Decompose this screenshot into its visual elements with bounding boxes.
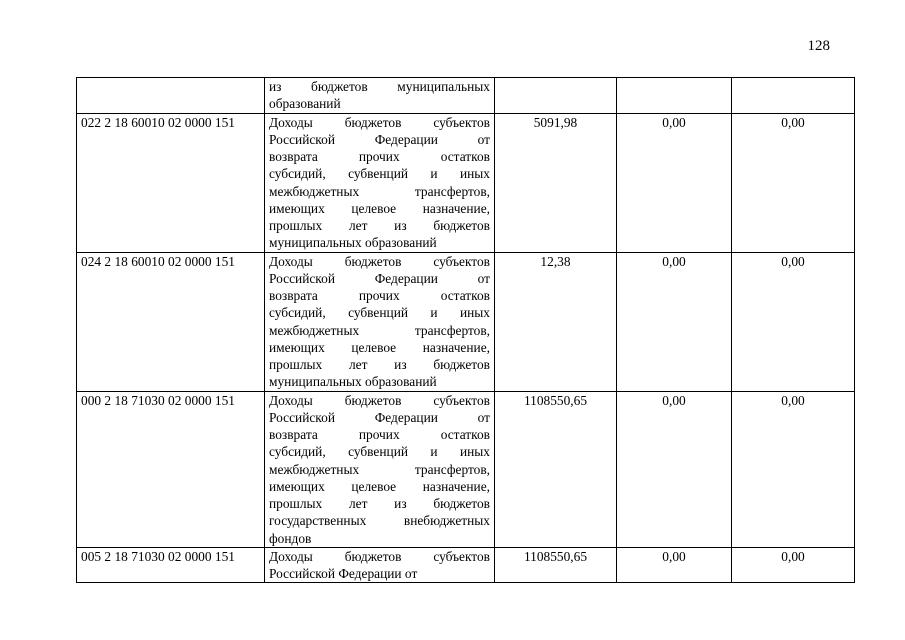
- description-line: межбюджетных трансфертов,: [269, 322, 490, 338]
- description-line: Доходы бюджетов субъектов: [269, 392, 490, 408]
- description-line: субсидий, субвенций и иных: [269, 166, 490, 182]
- page-number: 128: [807, 38, 830, 54]
- classification-code-cell: 022 2 18 60010 02 0000 151: [77, 113, 265, 252]
- classification-code-cell: 000 2 18 71030 02 0000 151: [77, 391, 265, 547]
- description-line: межбюджетных трансфертов,: [269, 461, 490, 477]
- budget-table: [76, 77, 855, 583]
- table-row: [77, 78, 855, 114]
- table-row: [77, 391, 855, 547]
- description-line: муниципальных образований: [269, 374, 437, 390]
- description-line: фондов: [269, 530, 312, 546]
- description-line: государственных внебюджетных: [269, 513, 490, 529]
- description-cell: [265, 113, 495, 252]
- description-line: Российской Федерации от: [269, 131, 490, 147]
- amount-cell-1: 1108550,65: [495, 391, 617, 547]
- description-line: субсидий, субвенций и иных: [269, 444, 490, 460]
- description-line: прошлых лет из бюджетов: [269, 496, 490, 511]
- amount-cell-3: 0,00: [732, 113, 855, 252]
- amount-cell-3: 0,00: [732, 547, 855, 583]
- table-row: [77, 547, 855, 583]
- amount-cell-3: 0,00: [732, 391, 855, 547]
- description-cell: [265, 391, 495, 547]
- description-line: имеющих целевое назначение,: [269, 478, 490, 494]
- description-line: возврата прочих остатков: [269, 427, 490, 442]
- amount-cell-3: [732, 78, 855, 114]
- amount-cell-1: 12,38: [495, 252, 617, 391]
- description-line: Доходы бюджетов субъектов: [269, 548, 490, 564]
- description-line: имеющих целевое назначение,: [269, 200, 490, 216]
- description-line: образований: [269, 96, 341, 112]
- description-line: из бюджетов муниципальных: [269, 79, 490, 94]
- description-line: Российской Федерации от: [269, 270, 490, 286]
- description-cell: [265, 252, 495, 391]
- description-line: субсидий, субвенций и иных: [269, 305, 490, 321]
- description-cell: [265, 547, 495, 583]
- classification-code-cell: 024 2 18 60010 02 0000 151: [77, 252, 265, 391]
- description-cell: [265, 78, 495, 114]
- description-line: Доходы бюджетов субъектов: [269, 114, 490, 130]
- amount-cell-1: 1108550,65: [495, 547, 617, 583]
- description-line: Российской Федерации от: [269, 566, 418, 581]
- description-line: возврата прочих остатков: [269, 288, 490, 303]
- amount-cell-1: 5091,98: [495, 113, 617, 252]
- description-line: имеющих целевое назначение,: [269, 339, 490, 355]
- table-row: [77, 113, 855, 252]
- amount-cell-2: 0,00: [617, 252, 732, 391]
- description-line: муниципальных образований: [269, 235, 437, 251]
- budget-table-body: [77, 78, 855, 583]
- amount-cell-1: [495, 78, 617, 114]
- amount-cell-2: 0,00: [617, 391, 732, 547]
- description-line: межбюджетных трансфертов,: [269, 183, 490, 199]
- amount-cell-2: 0,00: [617, 547, 732, 583]
- description-line: прошлых лет из бюджетов: [269, 218, 490, 233]
- amount-cell-2: 0,00: [617, 113, 732, 252]
- description-line: Российской Федерации от: [269, 409, 490, 425]
- classification-code-cell: [77, 78, 265, 114]
- description-line: Доходы бюджетов субъектов: [269, 253, 490, 269]
- description-line: возврата прочих остатков: [269, 149, 490, 164]
- table-row: [77, 252, 855, 391]
- description-line: прошлых лет из бюджетов: [269, 357, 490, 372]
- amount-cell-2: [617, 78, 732, 114]
- amount-cell-3: 0,00: [732, 252, 855, 391]
- classification-code-cell: 005 2 18 71030 02 0000 151: [77, 547, 265, 583]
